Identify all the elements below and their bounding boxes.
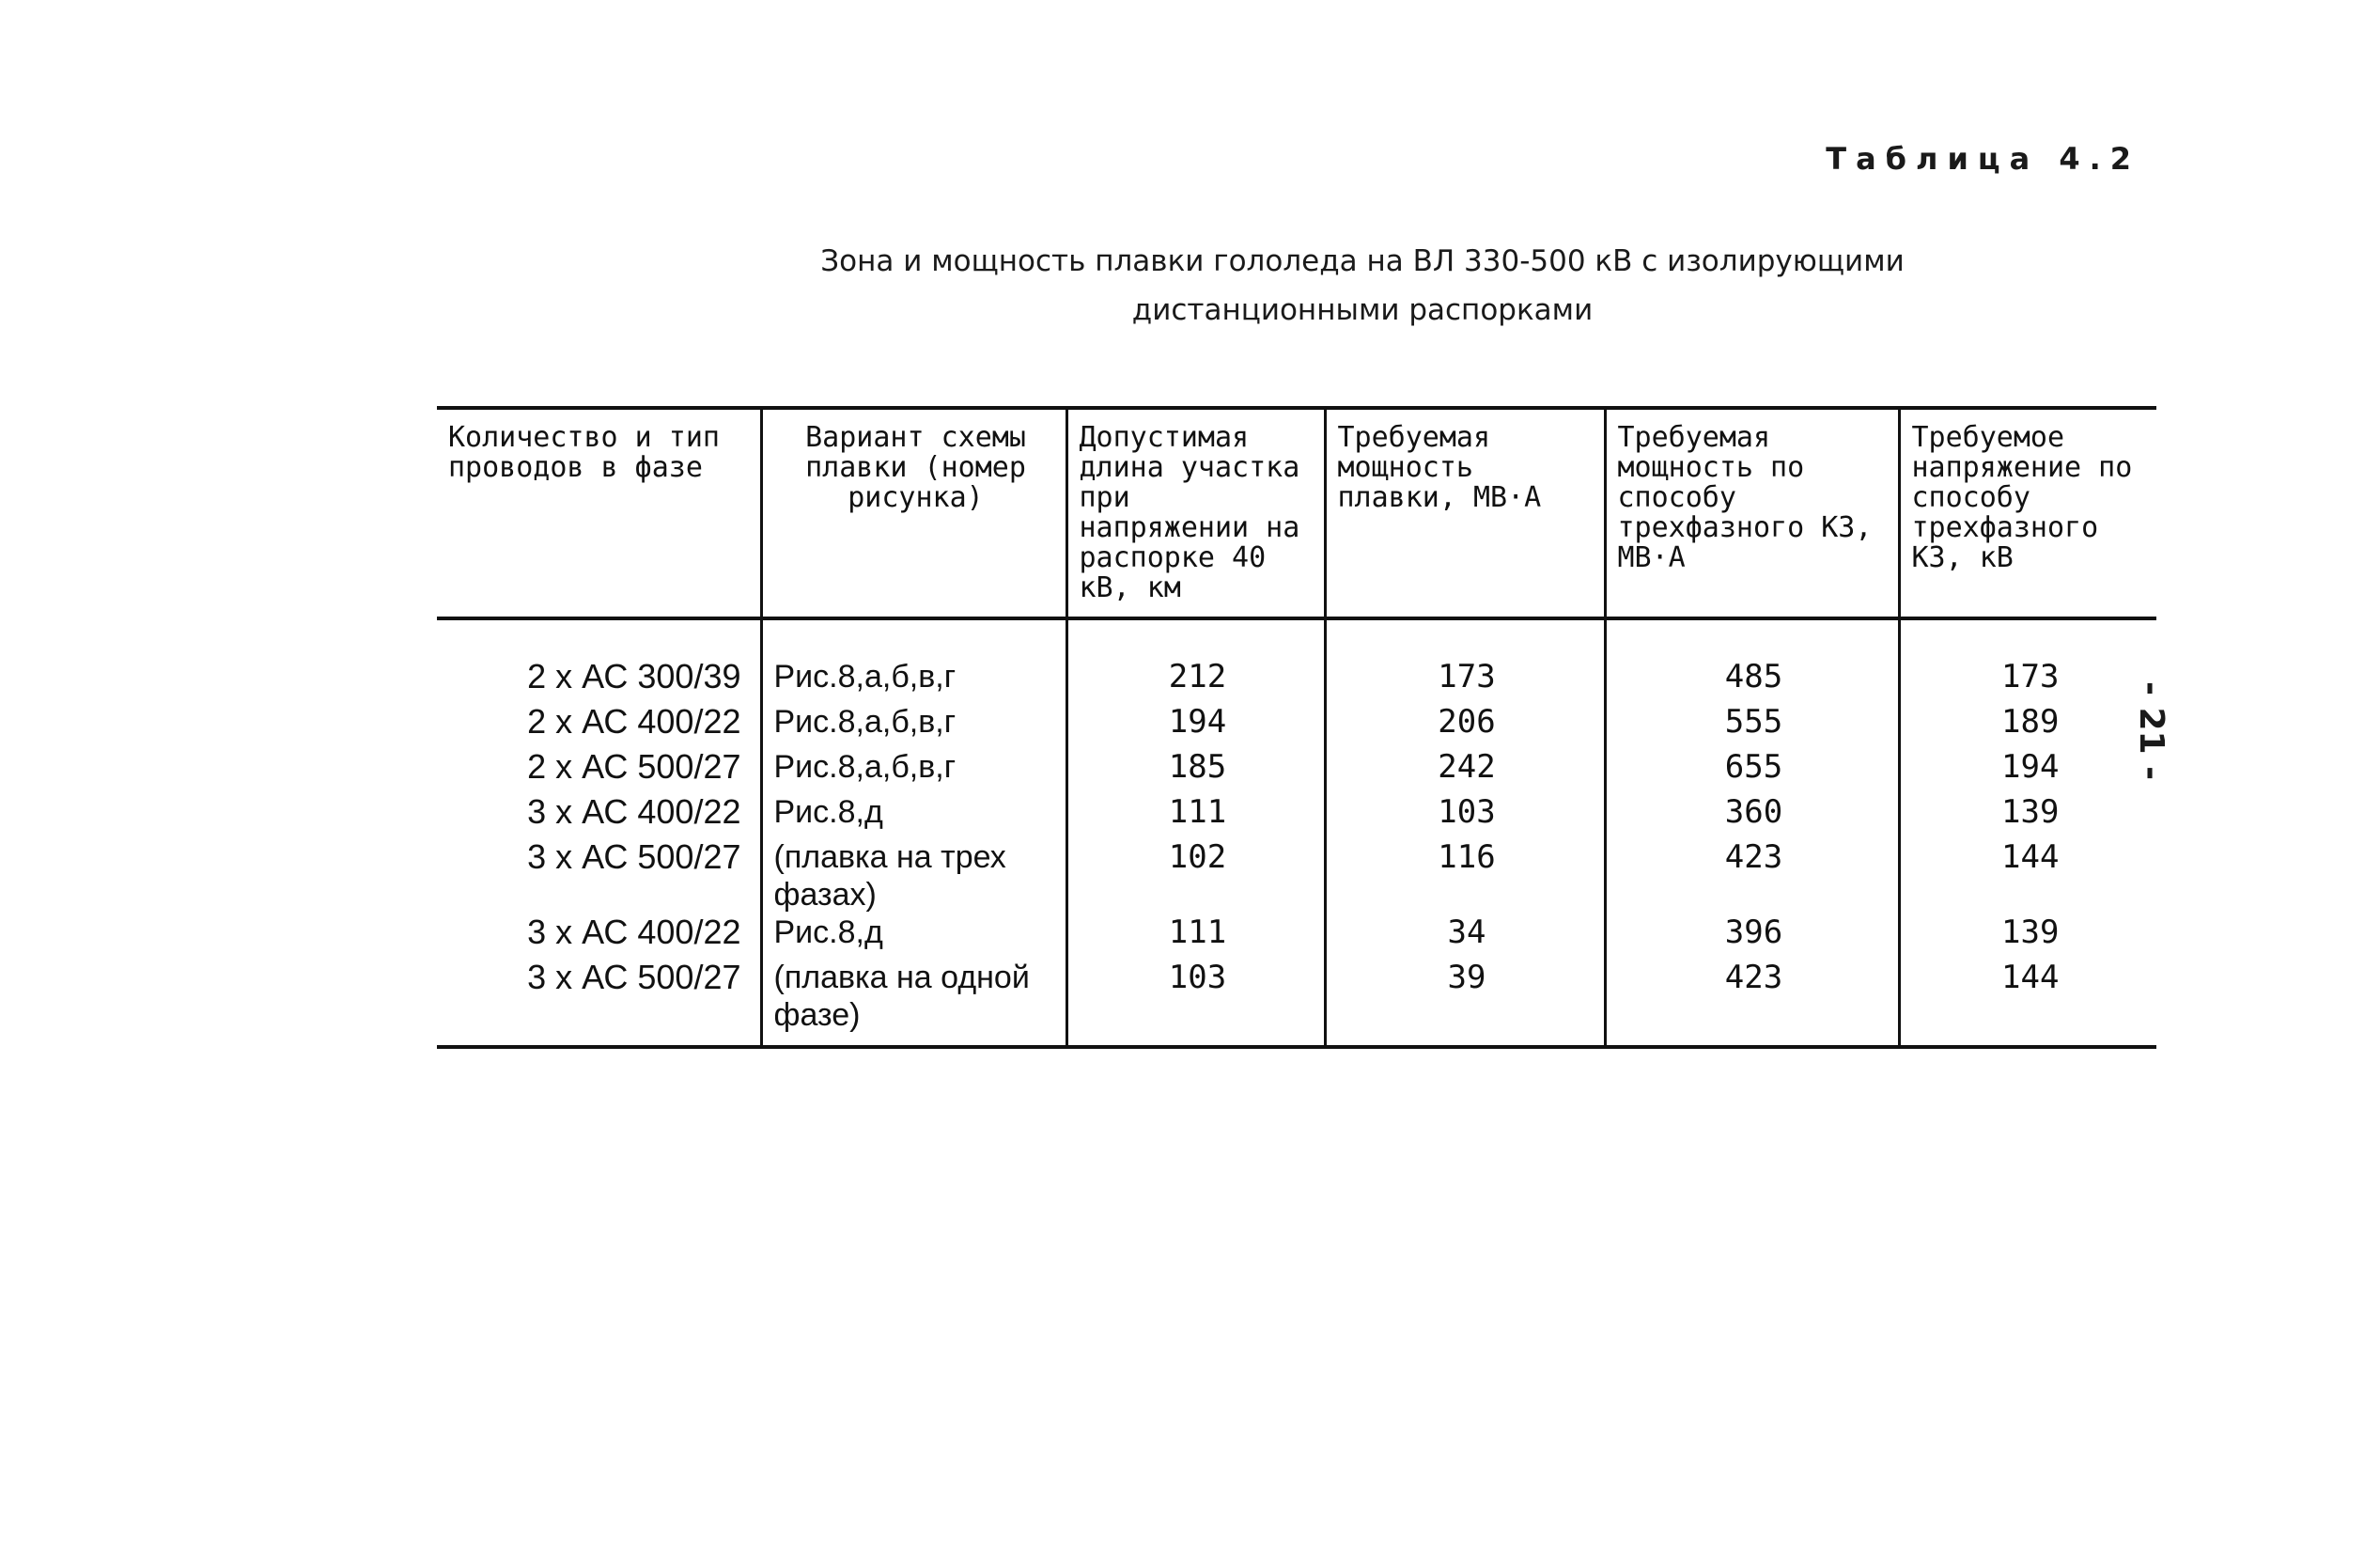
cell-power: 103 <box>1325 793 1605 838</box>
cell-variant: Рис.8,а,б,в,г <box>761 703 1066 748</box>
cell-power: 173 <box>1325 618 1605 703</box>
table-row <box>437 914 2156 959</box>
page-number: - 21 - <box>2132 681 2170 781</box>
cell-variant: (плавка на одной фазе) <box>761 959 1066 1047</box>
cell-voltage-kz: 173 <box>1899 618 2156 703</box>
column-header-power-kz: Требуемая мощность по способу трехфазного КЗ, МВ·А <box>1605 408 1899 618</box>
cell-power-kz: 485 <box>1605 618 1899 703</box>
cell-variant: Рис.8,а,б,в,г <box>761 618 1066 703</box>
caption-line-2: дистанционными распорками <box>1131 293 1594 327</box>
cell-variant: (плавка на трех фазах) <box>761 838 1066 914</box>
cell-power-kz: 655 <box>1605 748 1899 793</box>
cell-length: 103 <box>1066 959 1325 1047</box>
cell-variant: Рис.8,д <box>761 793 1066 838</box>
cell-power-kz: 360 <box>1605 793 1899 838</box>
header-row <box>437 408 2156 618</box>
cell-power: 242 <box>1325 748 1605 793</box>
cell-length: 102 <box>1066 838 1325 914</box>
cell-voltage-kz: 139 <box>1899 793 2156 838</box>
cell-length: 212 <box>1066 618 1325 703</box>
column-header-power: Требуемая мощность плавки, МВ·А <box>1325 408 1605 618</box>
cell-voltage-kz: 194 <box>1899 748 2156 793</box>
column-header-voltage-kz: Требуемое напряжение по способу трехфазного КЗ, кВ <box>1899 408 2156 618</box>
table-number-label: Таблица 4.2 <box>1826 141 2140 177</box>
cell-variant: Рис.8,а,б,в,г <box>761 748 1066 793</box>
cell-wires: 3 х АС 400/22 <box>527 792 741 831</box>
cell-power-kz: 423 <box>1605 959 1899 1047</box>
cell-wires: 3 х АС 500/27 <box>527 837 741 876</box>
table-row <box>437 703 2156 748</box>
cell-length: 185 <box>1066 748 1325 793</box>
cell-length: 111 <box>1066 793 1325 838</box>
table-row <box>437 748 2156 793</box>
cell-power-kz: 423 <box>1605 838 1899 914</box>
cell-wires: 2 х АС 300/39 <box>527 657 741 695</box>
cell-power-kz: 555 <box>1605 703 1899 748</box>
table-row <box>437 959 2156 1047</box>
cell-power: 206 <box>1325 703 1605 748</box>
table-row <box>437 838 2156 914</box>
cell-wires: 3 х АС 500/27 <box>437 959 761 1047</box>
cell-length: 194 <box>1066 703 1325 748</box>
data-table-container <box>437 406 2156 1049</box>
cell-wires: 2 х АС 400/22 <box>527 702 741 741</box>
column-header-variant: Вариант схемы плавки (номер рисунка) <box>761 408 1066 618</box>
cell-variant: Рис.8,д <box>761 914 1066 959</box>
cell-power-kz: 396 <box>1605 914 1899 959</box>
cell-wires: 2 х АС 500/27 <box>527 747 741 786</box>
column-header-length: Допустимая длина участка при напряжении на распорке 40 кВ, км <box>1066 408 1325 618</box>
table-header <box>437 408 2156 618</box>
caption-line-1: Зона и мощность плавки гололеда на ВЛ 330-500 кВ с изолирующими <box>820 244 1905 278</box>
cell-power: 34 <box>1325 914 1605 959</box>
table-body <box>437 618 2156 1047</box>
column-header-wires: Количество и тип проводов в фазе <box>437 408 761 618</box>
table-row <box>437 793 2156 838</box>
cell-voltage-kz: 189 <box>1899 703 2156 748</box>
cell-voltage-kz: 144 <box>1899 838 2156 914</box>
data-table <box>437 406 2156 1049</box>
cell-length: 111 <box>1066 914 1325 959</box>
table-caption <box>752 237 1973 335</box>
cell-voltage-kz: 144 <box>1899 959 2156 1047</box>
table-row <box>437 618 2156 703</box>
cell-power: 39 <box>1325 959 1605 1047</box>
cell-power: 116 <box>1325 838 1605 914</box>
cell-voltage-kz: 139 <box>1899 914 2156 959</box>
cell-wires: 3 х АС 400/22 <box>527 913 741 951</box>
